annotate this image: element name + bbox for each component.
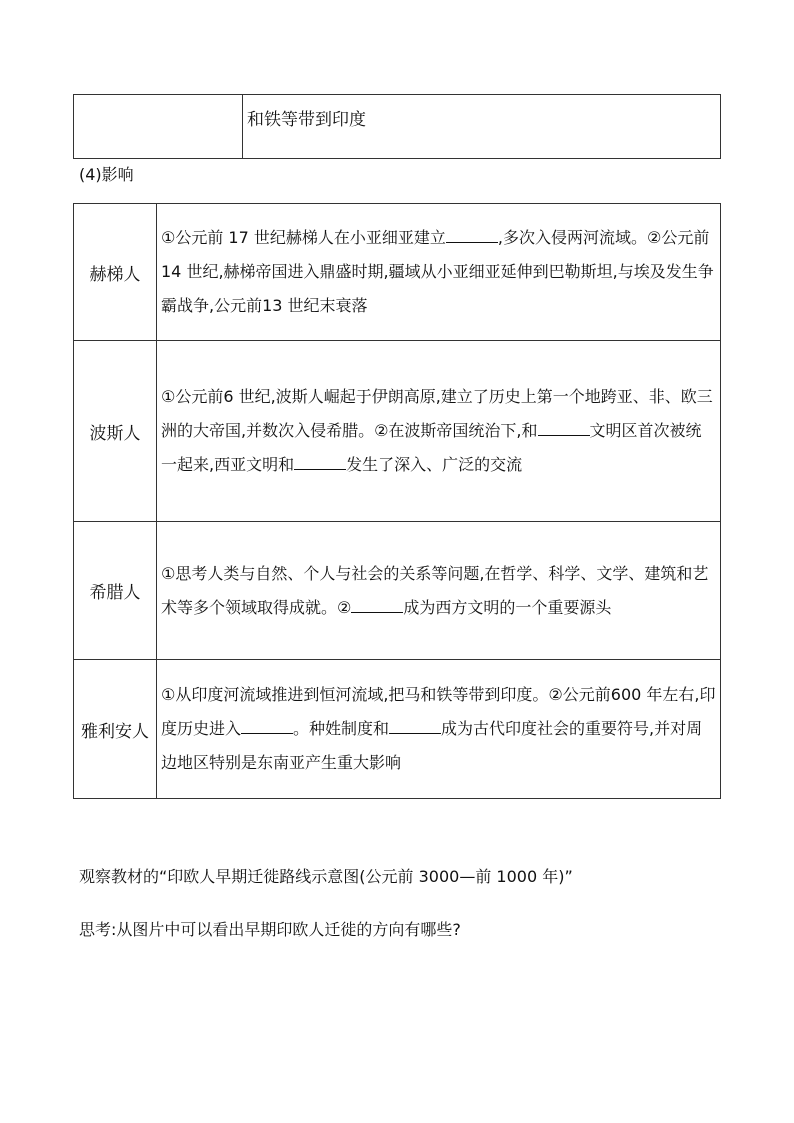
row-name: 波斯人: [74, 341, 157, 522]
table-row-hittites: [74, 204, 721, 341]
fill-blank: [351, 598, 403, 613]
row-description: [157, 660, 721, 799]
table-cell-empty: [74, 95, 243, 159]
desc-text: 发生了深入、广泛的交流: [346, 455, 523, 474]
fill-blank: [241, 719, 293, 734]
influence-table: [73, 203, 721, 799]
section-heading: (4)影响: [79, 165, 134, 184]
fill-blank: [389, 719, 441, 734]
desc-text: 成为古代印度社会的重要符号,并对周边地区特别是东南亚产生重大影响: [161, 719, 703, 772]
table-row: [74, 95, 721, 159]
table-cell-text: 和铁等带到印度: [243, 95, 721, 159]
desc-text: ①公元前 17 世纪赫梯人在小亚细亚建立: [161, 228, 446, 247]
table-row-persians: [74, 341, 721, 522]
desc-text: ,多次入侵两河流域。②公元前14 世纪,赫梯帝国进入鼎盛时期,疆域从小亚细亚延伸到巴勒斯坦,与埃及发生争霸战争,公元前13 世纪末衰落: [161, 228, 714, 315]
desc-text: ①公元前6 世纪,波斯人崛起于伊朗高原,建立了历史上第一个地跨亚、非、欧三洲的大帝国,并数次入侵希腊。②在波斯帝国统治下,和: [161, 387, 713, 440]
table-row-greeks: [74, 522, 721, 660]
observe-instruction: 观察教材的“印欧人早期迁徙路线示意图(公元前 3000—前 1000 年)”: [79, 867, 573, 886]
fill-blank: [446, 228, 498, 243]
table-row-aryans: [74, 660, 721, 799]
fill-blank: [294, 455, 346, 470]
row-name: 雅利安人: [74, 660, 157, 799]
row-description: [157, 204, 721, 341]
desc-text: 文明区首次被统一起来,西亚文明和: [161, 421, 702, 474]
desc-text: 。种姓制度和: [293, 719, 390, 738]
desc-text: ①从印度河流域推进到恒河流域,把马和铁等带到印度。②公元前600 年左右,印度历史进入: [161, 685, 716, 738]
row-description: [157, 341, 721, 522]
desc-text: 成为西方文明的一个重要源头: [403, 597, 612, 617]
desc-text: ①思考人类与自然、个人与社会的关系等问题,在哲学、科学、文学、建筑和艺术等多个领域取得成就。②: [161, 563, 709, 617]
row-name: 赫梯人: [74, 204, 157, 341]
continued-table: [73, 94, 721, 159]
fill-blank: [538, 421, 590, 436]
row-description: [157, 522, 721, 660]
row-name: 希腊人: [74, 522, 157, 660]
think-question: 思考:从图片中可以看出早期印欧人迁徙的方向有哪些?: [79, 920, 461, 939]
